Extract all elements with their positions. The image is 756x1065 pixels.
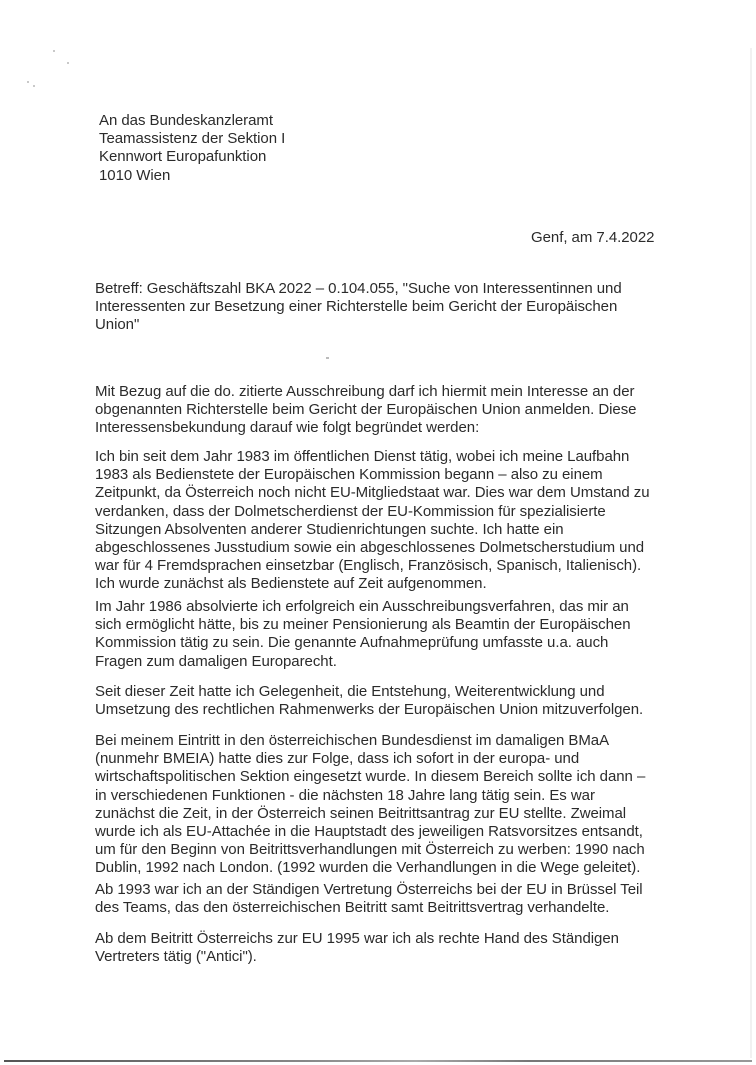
- paragraph-line: abgeschlossenes Jusstudium sowie ein abgeschlossenes Dolmetscherstudium und: [95, 539, 645, 557]
- paragraph-line: verdanken, dass der Dolmetscherdienst der EU-Kommission für spezialisierte: [95, 502, 606, 520]
- paragraph-line: Kommission tätig zu sein. Die genannte Aufnahmeprüfung umfasste u.a. auch: [95, 634, 609, 652]
- paragraph-line: Seit dieser Zeit hatte ich Gelegenheit, die Entstehung, Weiterentwicklung und: [95, 683, 605, 700]
- scan-speck: [33, 85, 35, 87]
- paragraph-1986: [95, 598, 695, 671]
- address-line: Kennwort Europafunktion: [99, 148, 267, 166]
- subject-line: [95, 280, 665, 335]
- paragraph-line: Mit Bezug auf die do. zitierte Ausschreibung darf ich hiermit mein Interesse an der: [95, 383, 635, 400]
- paragraph-antici: [95, 930, 695, 966]
- paragraph-line: Zeitpunkt, da Österreich noch nicht EU-Mitgliedstaat war. Dies war dem Umstand zu: [95, 484, 650, 502]
- place-date-line: Genf, am 7.4.2022: [531, 229, 655, 246]
- paragraph-line: Ich wurde zunächst als Bedienstete auf Zeit aufgenommen.: [95, 575, 487, 593]
- paragraph-line: war für 4 Fremdsprachen einsetzbar (Englisch, Französisch, Spanisch, Italienisch).: [95, 557, 642, 575]
- paragraph-line: wirtschaftspolitischen Sektion eingesetzt wurde. In diesem Bereich sollte ich dann –: [95, 768, 646, 786]
- paragraph-line: obgenannten Richterstelle beim Gericht der Europäischen Union anmelden. Diese: [95, 401, 637, 419]
- scan-speck: [67, 62, 69, 64]
- scan-mark: [326, 357, 329, 359]
- page-right-edge: [750, 48, 752, 1058]
- paragraph-line: um für den Beginn von Beitrittsverhandlungen mit Österreich zu werben: 1990 nach: [95, 841, 645, 859]
- paragraph-line: Ich bin seit dem Jahr 1983 im öffentlichen Dienst tätig, wobei ich meine Laufbahn: [95, 448, 630, 465]
- paragraph-line: sich ermöglicht hätte, bis zu meiner Pensionierung als Beamtin der Europäischen: [95, 616, 631, 634]
- subject-text-line: Betreff: Geschäftszahl BKA 2022 – 0.104.055, "Suche von Interessentinnen und: [95, 280, 622, 297]
- paragraph-line: Interessensbekundung darauf wie folgt begründet werden:: [95, 419, 480, 437]
- paragraph-line: Bei meinem Eintritt in den österreichischen Bundesdienst im damaligen BMaA: [95, 732, 610, 749]
- paragraph-line: (nunmehr BMEIA) hatte dies zur Folge, dass ich sofort in der europa- und: [95, 750, 580, 768]
- page-bottom-edge: [4, 1060, 752, 1062]
- paragraph-career-start: [95, 448, 695, 594]
- paragraph-line: in verschiedenen Funktionen - die nächsten 18 Jahre lang tätig sein. Es war: [95, 786, 595, 804]
- recipient-address: [99, 112, 285, 185]
- scan-speck: [53, 50, 55, 52]
- paragraph-line: des Teams, das den österreichischen Beitritt samt Beitrittsvertrag verhandelte.: [95, 899, 610, 917]
- paragraph-line: wurde ich als EU-Attachée in die Hauptstadt des jeweiligen Ratsvorsitzes entsandt,: [95, 823, 643, 841]
- paragraph-line: zunächst die Zeit, in der Österreich seinen Beitrittsantrag zur EU stellte. Zweimal: [95, 804, 627, 822]
- paragraph-line: Ab dem Beitritt Österreichs zur EU 1995 war ich als rechte Hand des Ständigen: [95, 930, 619, 947]
- address-line: Teamassistenz der Sektion I: [99, 130, 286, 148]
- subject-text-line: Interessenten zur Besetzung einer Richterstelle beim Gericht der Europäischen: [95, 298, 618, 316]
- paragraph-line: Vertreters tätig ("Antici").: [95, 948, 257, 966]
- paragraph-line: Fragen zum damaligen Europarecht.: [95, 652, 337, 670]
- paragraph-brussels: [95, 881, 695, 917]
- paragraph-line: Sitzungen Absolventen anderer Studienrichtungen suchte. Ich hatte ein: [95, 520, 564, 538]
- paragraph-line: Ab 1993 war ich an der Ständigen Vertretung Österreichs bei der EU in Brüssel Teil: [95, 881, 643, 898]
- subject-text-line: Union": [95, 316, 140, 334]
- paragraph-intro: [95, 383, 695, 438]
- paragraph-federal-service: [95, 732, 695, 878]
- paragraph-line: 1983 als Bedienstete der Europäischen Kommission begann – also zu einem: [95, 466, 603, 484]
- paragraph-line: Dublin, 1992 nach London. (1992 wurden die Verhandlungen in die Wege geleitet).: [95, 859, 641, 877]
- paragraph-eu-framework: [95, 683, 695, 719]
- paragraph-line: Im Jahr 1986 absolvierte ich erfolgreich ein Ausschreibungsverfahren, das mir an: [95, 598, 629, 615]
- address-line: An das Bundeskanzleramt: [99, 112, 273, 129]
- paragraph-line: Umsetzung des rechtlichen Rahmenwerks der Europäischen Union mitzuverfolgen.: [95, 701, 644, 719]
- address-line: 1010 Wien: [99, 166, 171, 184]
- scan-speck: [27, 81, 29, 83]
